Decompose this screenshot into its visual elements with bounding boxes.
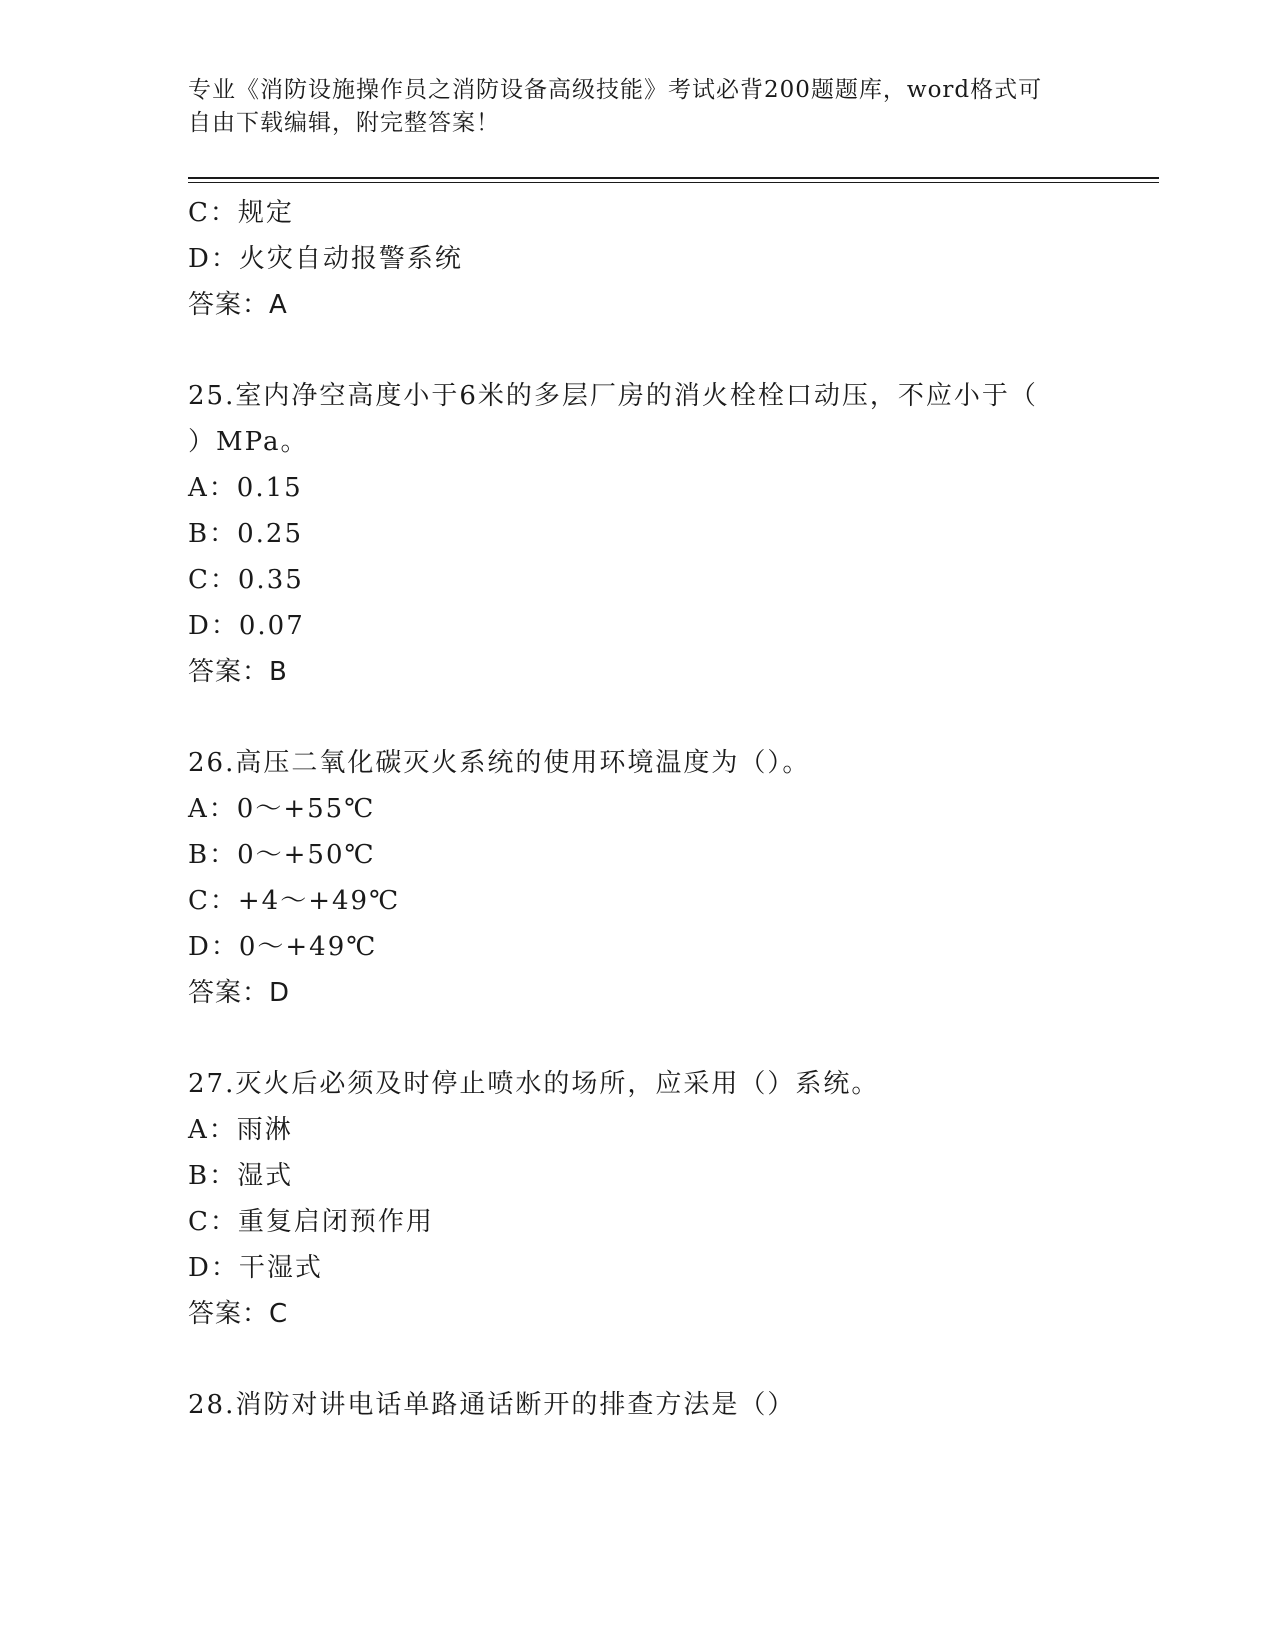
option-d: D：火灾自动报警系统 [188,244,463,274]
option-a: A：雨淋 [188,1115,293,1145]
option-b: B：0～+50℃ [188,840,376,870]
header-divider-thin [188,182,1159,183]
question-stem: 25.室内净空高度小于6米的多层厂房的消火栓栓口动压，不应小于（ [188,381,1038,411]
question-list [188,190,1088,1428]
option-a: A：0.15 [188,473,303,503]
option-b: B：0.25 [188,519,303,549]
question-stem: 26.高压二氧化碳灭火系统的使用环境温度为（）。 [188,748,811,778]
header-divider-thick [188,177,1159,179]
option-c: C：重复启闭预作用 [188,1207,434,1237]
option-d: D：干湿式 [188,1253,323,1283]
answer: 答案：D [188,978,291,1008]
answer: 答案：A [188,290,288,320]
question-25 [188,373,1088,695]
answer: 答案：C [188,1299,289,1329]
option-a: A：0～+55℃ [188,794,376,824]
answer: 答案：B [188,657,288,687]
header-line-1: 专业《消防设施操作员之消防设备高级技能》考试必背200题题库，word格式可 [188,77,1043,103]
document-header [188,74,1068,140]
question-27 [188,1061,1088,1337]
option-c: C：0.35 [188,565,304,595]
header-line-2: 自由下载编辑，附完整答案！ [188,110,500,136]
question-28 [188,1382,1088,1428]
option-d: D：0.07 [188,611,305,641]
option-c: C：规定 [188,198,294,228]
question-26 [188,740,1088,1016]
option-d: D：0～+49℃ [188,932,378,962]
question-24-tail [188,190,1088,328]
option-b: B：湿式 [188,1161,294,1191]
question-stem-continued: ）MPa。 [188,427,309,457]
question-stem: 27.灭火后必须及时停止喷水的场所，应采用（）系统。 [188,1069,880,1099]
question-stem: 28.消防对讲电话单路通话断开的排查方法是（） [188,1390,796,1420]
option-c: C：+4～+49℃ [188,886,401,916]
